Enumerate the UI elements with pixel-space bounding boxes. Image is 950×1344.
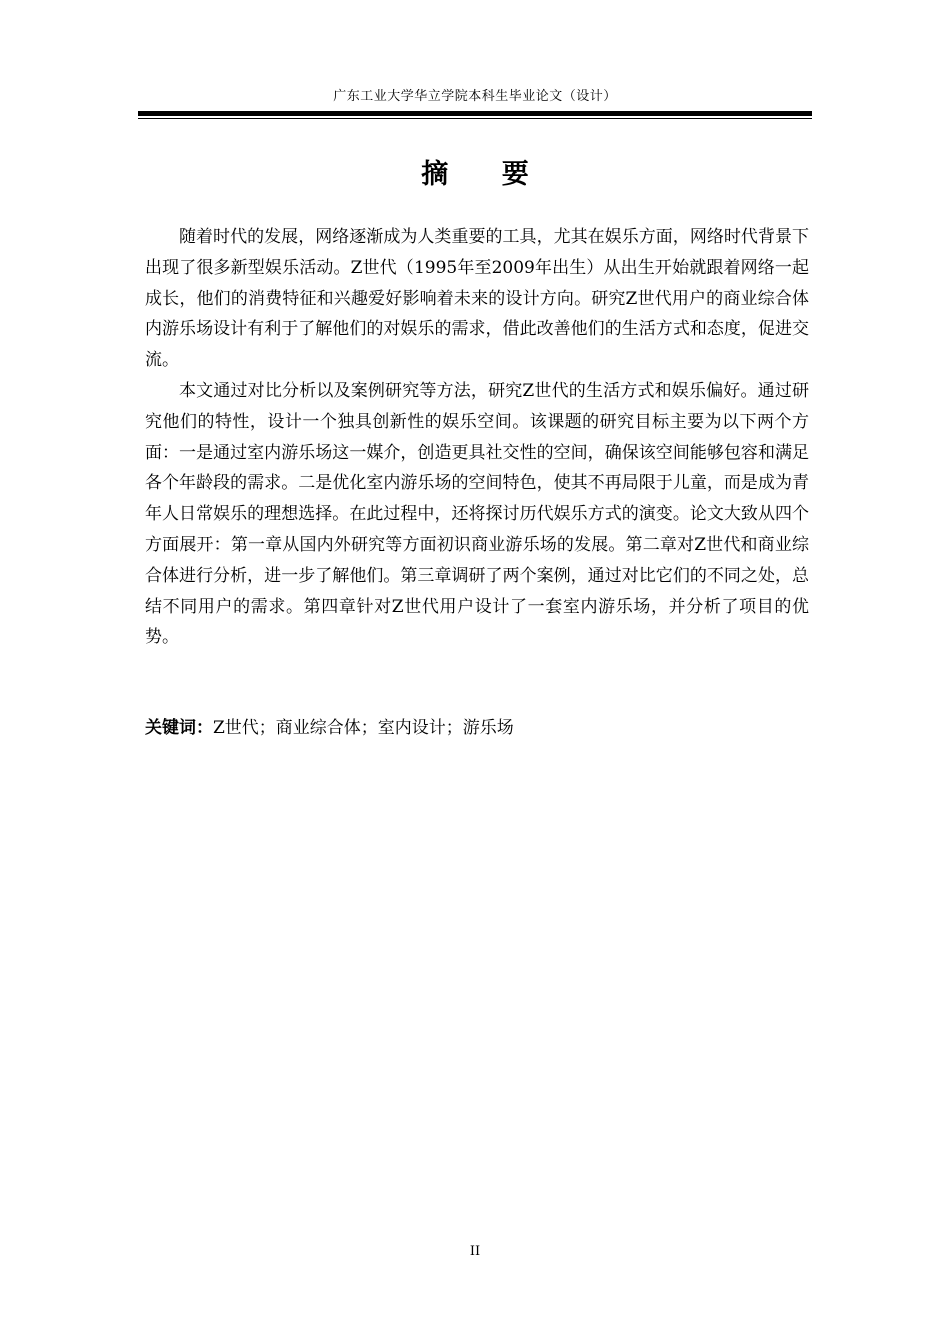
abstract-body [145,222,809,653]
running-header: 广东工业大学华立学院本科生毕业论文（设计） [333,89,617,104]
keywords-line [145,713,809,743]
abstract-paragraph-1: 随着时代的发展，网络逐渐成为人类重要的工具，尤其在娱乐方面，网络时代背景下出现了很多新型娱乐活动。Z世代（1995年至2009年出生）从出生开始就跟着网络一起成长，他们的消费特征和兴趣爱好影响着未来的设计方向。研究Z世代用户的商业综合体内游乐场设计有利于了解他们的对娱乐的需求，借此改善他们的生活方式和态度，促进交流。 [145,227,809,371]
header-rule-thin [138,118,812,119]
header-rule-thick [138,111,812,116]
keywords-label: 关键词： [145,718,213,738]
keywords-text: Z世代；商业综合体；室内设计；游乐场 [213,718,514,738]
page-number: II [469,1244,481,1259]
page-title: 摘 要 [421,159,551,190]
abstract-paragraph-2: 本文通过对比分析以及案例研究等方法，研究Z世代的生活方式和娱乐偏好。通过研究他们的特性，设计一个独具创新性的娱乐空间。该课题的研究目标主要为以下两个方面：一是通过室内游乐场这一媒介，创造更具社交性的空间，确保该空间能够包容和满足各个年龄段的需求。二是优化室内游乐场的空间特色，使其不再局限于儿童，而是成为青年人日常娱乐的理想选择。在此过程中，还将探讨历代娱乐方式的演变。论文大致从四个方面展开：第一章从国内外研究等方面初识商业游乐场的发展。第二章对Z世代和商业综合体进行分析，进一步了解他们。第三章调研了两个案例，通过对比它们的不同之处，总结不同用户的需求。第四章针对Z世代用户设计了一套室内游乐场，并分析了项目的优势。 [145,380,809,648]
